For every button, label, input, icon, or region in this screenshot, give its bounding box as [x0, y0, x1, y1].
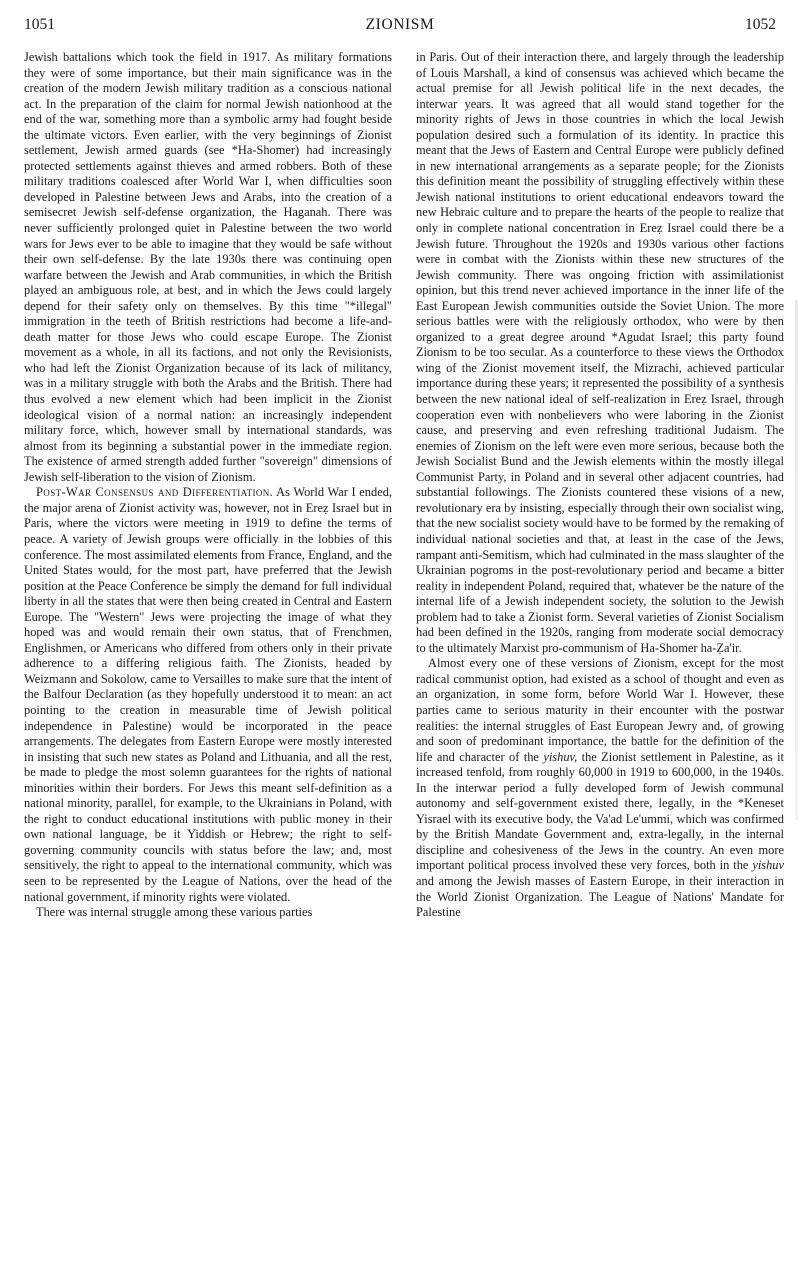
- running-title: ZIONISM: [365, 16, 435, 33]
- section-heading: Post-War Consensus and Differentiation.: [36, 485, 274, 500]
- paragraph-text: the Zionist settlement in Palestine, as it increased tenfold, from roughly 60,000 in 1919 to 600,000, in the 1940s. In the interwar period a fully developed form of Jewish communal autonomy and self-government existed there, legally, in the *Keneset Yisrael with its executive body, the Va'ad Le'ummi, which was confirmed by the British Mandate Government and, extra-legally, in the internal discipline and cohesiveness of the Jews in the country. An even more important political process involved these very forces, both in the: [416, 749, 784, 873]
- paragraph: [416, 656, 784, 920]
- running-header: [24, 16, 776, 38]
- paragraph: Jewish battalions which took the field in 1917. As military formations they were of some importance, but their main significance was in the creation of the modern Jewish military tradition as a conscious national act. In the preparation of the claim for normal Jewish nationhood at the end of the war, something more than a symbolic army had fought beside the ultimate victors. Even earlier, with the very beginnings of Zionist settlement, Jewish armed guards (see *Ha-Shomer) had increasingly protected settlements against thieves and armed robbers. Both of these military traditions coalesced after World War I, when difficulties soon developed in Palestine between Jews and Arabs, into the creation of a semisecret Jewish self-defense organization, the Haganah. There was never sufficiently prolonged quiet in Palestine between the two world wars for Jews ever to be able to imagine that they would be safe without their own self-defense. By the late 1930s there was continuing open warfare between the Jewish and Arab communities, in which the British played an ambiguous role, at best, and in which the Jews could largely depend for their safety only on themselves. By this time "*illegal" immigration in the teeth of British restrictions had become a life-and-death matter for those Jews who could escape Europe. The Zionist movement as a whole, in all its factions, and not only the Revisionists, who had left the Zionist Organization because of its lack of militancy, was in a military struggle with both the Arabs and the British. There had thus evolved a new element which had been implicit in the Zionist ideological vision of a normal nation: an increasingly independent military force, which, however small by international standards, was almost from its beginning a substantial power in the immediate region. The existence of armed strength added further "sovereign" dimensions of Jewish self-liberation to the vision of Zionism.: [24, 50, 392, 484]
- page-number-right: 1052: [745, 16, 776, 33]
- paragraph-with-heading: [24, 485, 392, 905]
- paragraph-text: As World War I ended, the major arena of Zionist activity was, however, not in Ereẓ Israel but in Paris, where the victors were meeting in 1919 to define the terms of peace. A variety of Jewish groups were officially in the lobbies of this conference. The most assimilated elements from France, England, and the United States would, for the most part, have preferred that the Jewish position at the Peace Conference be simply the demand for full individual liberty in all the states that were then being created in Central and Eastern Europe. The "Western" Jews were projecting the image of what they hoped was and would remain their own status, that of Frenchmen, Englishmen, or Americans who differed from others only in their private adherence to a differing religious faith. The Zionists, headed by Weizmann and Sokolow, came to Versailles to make sure that the intent of the Balfour Declaration (as they hopefully understood it to mean: an act pointing to the creation in measurable time of Jewish political independence in Palestine) would be incorporated in the peace arrangements. The delegates from Eastern Europe were mostly interested in insisting that such new states as Poland and Lithuania, and all the rest, be made to pledge the most solemn guarantees for the rights of national minorities within their borders. For Jews this meant self-definition as a national minority, parallel, for example, to the Ukrainians in Poland, with the right to conduct educational institutions with public money in their own national language, be it Yiddish or Hebrew; the right to self-governing community councils with status before the law; and, most sensitively, the right to appeal to the international community, which was seen to be represented by the League of Nations, over the head of the national government, if minority rights were violated.: [24, 485, 392, 904]
- paragraph: in Paris. Out of their interaction there, and largely through the leadership of Louis Marshall, a kind of consensus was achieved which became the actual premise for all Jewish political life in the next decades, the interwar years. It was agreed that all would stand together for the minority rights of Jews in those countries in which the local Jewish population desired such a formulation of its identity. In practice this meant that the Jews of Eastern and Central Europe were publicly defined in new international arrangements as a separate people; for the Zionists this definition meant the possibility of struggling effectively within these Jewish national institutions to orient educational endeavors toward the new Hebraic culture and to prepare the hearts of the people to realize that only in complete national concentration in Ereẓ Israel could there be a Jewish future. Throughout the 1920s and 1930s various other factions were in combat with the Zionists within these new structures of the Jewish community. There was ongoing friction with assimilationist opinion, but this trend never achieved importance in the inner life of the East European Jewish communities outside the Soviet Union. The more serious battles were with the religiously orthodox, who were by then organized to a great degree around *Agudat Israel; this party found Zionism to be too secular. As a counterforce to these views the Orthodox wing of the Zionist movement itself, the Mizrachi, achieved particular importance during these years; it represented the possibility of a synthesis between the new national ideal of self-realization in Ereẓ Israel, through cooperation even with nonbelievers who were laboring in the Zionist cause, and preserving and even refreshing traditional Judaism. The enemies of Zionism on the left were even more serious, because both the Jewish Socialist Bund and the Jewish elements within the mostly illegal Communist Party, in Poland and in several other adjacent countries, had substantial followings. The Zionists countered these visions of a new, revolutionary era by insisting, especially through their own socialist wing, that the new socialist society would have to be formed by the remaking of individual national societies and that, at least in the case of the Jews, rampant anti-Semitism, which had culminated in the mass slaughter of the Ukrainian pogroms in the post-revolutionary period and became a bitter reality in independent Poland, required that, whatever be the nature of the internal life of a Jewish independent society, the solution to the Jewish problem had to take a Zionist form. Several varieties of Zionist Socialism had been defined in the 1920s, ranging from moderate social democracy to the ultimately Marxist pro-communism of Ha-Shomer ha-Ẓa'ir.: [416, 50, 784, 655]
- paragraph-text: and among the Jewish masses of Eastern Europe, in their interaction in the World Zionist Organization. The League of Nations' Mandate for Palestine: [416, 873, 784, 920]
- page-number-left: 1051: [24, 16, 55, 33]
- paragraph: There was internal struggle among these various parties: [36, 905, 313, 920]
- page-edge-shadow: [795, 300, 798, 820]
- right-column: [416, 50, 784, 921]
- italic-term: yishuv: [752, 858, 784, 873]
- left-column: [24, 50, 392, 921]
- italic-term: yishuv,: [543, 749, 578, 764]
- paragraph-text: Almost every one of these versions of Zionism, except for the most radical communist option, had existed as a school of thought and even as an organization, in some form, before World War I. However, these parties came to serious maturity in their encounter with the postwar realities: the internal struggles of East European Jewry and, of growing and soon of predominant importance, the battle for the definition of the life and character of the: [416, 656, 784, 764]
